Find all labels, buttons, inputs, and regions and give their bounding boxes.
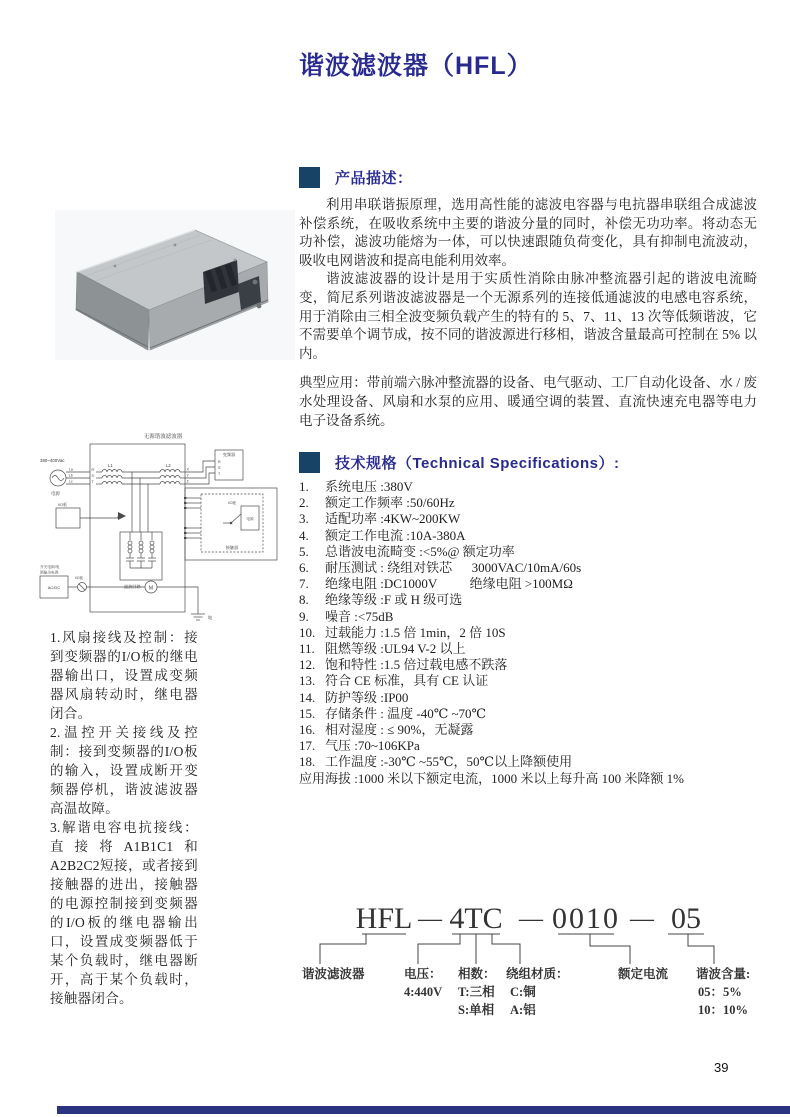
spec-num: 14. — [299, 689, 316, 705]
model-option-voltage: 4:440V — [404, 985, 443, 999]
fan-io-label: I/O板 — [75, 576, 83, 580]
inverter-t-label: T — [218, 472, 221, 476]
page-number: 39 — [714, 1060, 729, 1075]
model-segment-harmonic: 05 — [671, 902, 701, 935]
model-label-winding: 绕组材质： — [506, 967, 569, 981]
wiring-note-3: 3.解谐电容电抗接线：直接将A1B1C1和A2B2C2短接，或者接到接触器的进出，接触器的电源控制接到变频器的I/O板的继电器输出口，设置成变频器低于某个负载时，继电器断开，高于某个负载时，接触器闭合。 — [50, 820, 198, 1006]
spec-item-13 — [299, 673, 761, 689]
spec-num: 12. — [299, 657, 316, 673]
section-marker-icon — [299, 167, 320, 188]
spec-text: 额定工作电流 :10A-380A — [325, 527, 466, 543]
wiring-note-1: 1.风扇接线及控制：接到变频器的I/O板的继电器输出口，设置成变频器风扇转动时，继电器闭合。 — [50, 630, 198, 721]
spec-item-2 — [299, 495, 761, 511]
model-segment-series: HFL — [355, 902, 413, 935]
phase-b-label: Lb — [69, 473, 73, 478]
model-option-phase-t: T:三相 — [458, 985, 495, 999]
spec-item-18 — [299, 754, 761, 770]
section-marker-icon — [299, 452, 320, 473]
product-photo — [55, 210, 295, 360]
spec-item-12 — [299, 657, 761, 673]
model-option-harmonic-05: 05：5% — [698, 985, 742, 999]
model-label-phase: 相数： — [458, 967, 496, 981]
phase-c-label: Lc — [69, 479, 73, 484]
inductor-l1-label: L1 — [108, 463, 113, 468]
input-r-label: R — [91, 468, 95, 472]
spec-text: 工作温度 :-30℃ ~55℃，50℃以上降额使用 — [325, 754, 573, 770]
contactor-io-label: I/O板 — [228, 501, 236, 505]
spec-text: 气压 :70~106KPa — [325, 738, 420, 754]
wiring-circuit-diagram — [38, 428, 288, 628]
model-label-harmonic: 谐波含量: — [696, 967, 751, 981]
section-title: 技术规格（Technical Specifications）: — [335, 455, 620, 472]
spec-item-7 — [299, 576, 761, 592]
output-y-label: Y — [186, 473, 189, 478]
description-paragraph-2: 谐波滤波器的设计是用于实质性消除由脉冲整流器引起的谐波电流畸变，简尼系列谐波滤波器是一个无源系列的连接低通滤波的电感电容系统，用于消除由三相全波变频负载产生的特有的 5、7、11、13 次等低频谐波，它不需要单个调节成，按不同的谐波源进行移相，谐波含量最高可控制在 5% 以内。 — [299, 271, 757, 361]
spec-text: 绝缘电阻 :DC1000V 绝缘电阻 >100MΩ — [325, 576, 573, 592]
spec-item-11 — [299, 641, 761, 657]
spec-item-14 — [299, 690, 761, 706]
source-label: 电源 — [51, 491, 60, 496]
inverter-s-label: S — [218, 466, 221, 470]
input-t-label: T — [91, 480, 94, 484]
model-dash: — — [418, 906, 442, 932]
spec-num: 5. — [299, 543, 309, 559]
spec-text: 噪音 :<75dB — [325, 608, 394, 624]
psu-box-label: AC/DC — [47, 585, 61, 590]
spec-num: 4. — [299, 527, 309, 543]
spec-item-15 — [299, 706, 761, 722]
model-dash: — — [630, 906, 654, 932]
output-x-label: X — [186, 467, 189, 472]
spec-item-5 — [299, 544, 761, 560]
motor-label: M — [148, 585, 154, 592]
model-option-winding-a: A:铝 — [510, 1003, 536, 1017]
spec-num: 6. — [299, 560, 309, 576]
spec-item-3 — [299, 511, 761, 527]
spec-num: 9. — [299, 608, 309, 624]
spec-text: 符合 CE 标准，具有 CE 认证 — [325, 673, 489, 689]
footer-bar — [57, 1106, 790, 1114]
diagram-title: 无源谐波滤波器 — [143, 434, 183, 440]
inverter-label: 变频器 — [222, 452, 236, 457]
spec-num: 18. — [299, 754, 316, 770]
spec-item-8 — [299, 592, 761, 608]
spec-item-4 — [299, 528, 761, 544]
spec-num: 10. — [299, 624, 316, 640]
model-segment-current: 0010 — [552, 902, 620, 935]
phase-a-label: La — [69, 467, 73, 472]
wiring-note-2: 2.温控开关接线及控制：接到变频器的I/O板的输入，设置成断开变频器停机，谐波滤波器高温故障。 — [50, 725, 198, 816]
spec-num: 13. — [299, 673, 316, 689]
spec-item-16 — [299, 722, 761, 738]
model-option-harmonic-10: 10：10% — [698, 1003, 749, 1017]
typical-application-paragraph: 典型应用：带前端六脉冲整流器的设备、电气驱动、工厂自动化设备、水 / 废水处理设备、风扇和水泵的应用、暖通空调的装置、直流快速充电器等电力电子设备系统。 — [299, 375, 757, 428]
spec-item-17 — [299, 738, 761, 754]
source-voltage-label: 380~400Vac — [40, 458, 65, 463]
spec-num: 7. — [299, 576, 309, 592]
ground-label: 地 — [208, 615, 213, 620]
spec-num: 3. — [299, 511, 309, 527]
model-segment-voltage: 4TC — [449, 902, 503, 935]
spec-num: 1. — [299, 479, 309, 494]
page-title: 谐波滤波器（HFL） — [299, 52, 533, 80]
spec-num: 8. — [299, 592, 309, 608]
section-tech-specs — [299, 452, 619, 473]
spec-text: 相对湿度 : ≤ 90%，无凝露 — [325, 722, 474, 738]
spec-num: 2. — [299, 495, 309, 511]
description-paragraph-1: 利用串联谐振原理，选用高性能的滤波电容器与电抗器串联组合成滤波补偿系统，在吸收系统中主要的谐波分量的同时，补偿无功功率。将动态无功补偿，滤波功能熔为一体，可以快速跟随负荷变化，具有抑制电流波动，吸收电网谐波和提高电能利用效率。 — [299, 197, 757, 268]
spec-item-1 — [299, 479, 761, 495]
filter-circuit-label: 滤波回路 — [124, 584, 141, 589]
spec-text: 绝缘等级 :F 或 H 级可选 — [325, 592, 463, 608]
wiring-notes — [50, 628, 198, 1008]
tech-spec-list — [299, 479, 761, 787]
model-label-product: 谐波滤波器 — [302, 967, 365, 981]
model-option-winding-c: C:铜 — [510, 985, 536, 999]
psu-label-line2: 源输出电源 — [40, 570, 59, 575]
spec-text: 防护等级 :IP00 — [325, 689, 409, 705]
output-z-label: Z — [186, 479, 189, 484]
contactor-label: 接触器 — [225, 545, 239, 550]
spec-text: 额定工作频率 :50/60Hz — [325, 495, 455, 511]
spec-text: 过载能力 :1.5 倍 1min，2 倍 10S — [325, 624, 506, 640]
io-board-label: I/O板 — [58, 503, 67, 507]
spec-item-6 — [299, 560, 761, 576]
section-title: 产品描述： — [335, 170, 413, 187]
section-product-description — [299, 167, 413, 188]
model-code-diagram — [300, 888, 760, 1038]
altitude-note: 应用海拔 :1000 米以下额定电流，1000 米以上每升高 100 米降额 1% — [299, 770, 684, 786]
spec-num: 11. — [299, 641, 315, 657]
input-s-label: S — [91, 474, 94, 478]
spec-text: 饱和特性 :1.5 倍过载电感不跌落 — [325, 657, 508, 673]
spec-num: 16. — [299, 722, 316, 738]
inverter-r-label: R — [218, 460, 221, 464]
spec-text: 系统电压 :380V — [325, 479, 413, 494]
model-dash: — — [519, 906, 543, 932]
model-option-phase-s: S:单相 — [458, 1003, 495, 1017]
spec-text: 适配功率 :4KW~200KW — [325, 511, 461, 527]
inductor-l2-label: L2 — [166, 463, 171, 468]
spec-text: 存储条件 : 温度 -40℃ ~70℃ — [325, 705, 487, 721]
spec-num: 17. — [299, 738, 316, 754]
product-description-text — [299, 196, 757, 430]
contactor-power-label: 电源 — [246, 517, 254, 521]
spec-item-10 — [299, 625, 761, 641]
psu-label-line1: 开关电源/电 — [40, 565, 60, 569]
spec-num: 15. — [299, 705, 316, 721]
spec-text: 总谐波电流畸变 :<5%@ 额定功率 — [325, 543, 515, 559]
model-label-voltage: 电压： — [404, 967, 442, 981]
spec-text: 阻燃等级 :UL94 V-2 以上 — [325, 641, 466, 657]
model-label-current: 额定电流 — [618, 967, 669, 981]
spec-text: 耐压测试 : 绕组对铁芯 3000VAC/10mA/60s — [325, 560, 582, 576]
spec-item-9 — [299, 609, 761, 625]
